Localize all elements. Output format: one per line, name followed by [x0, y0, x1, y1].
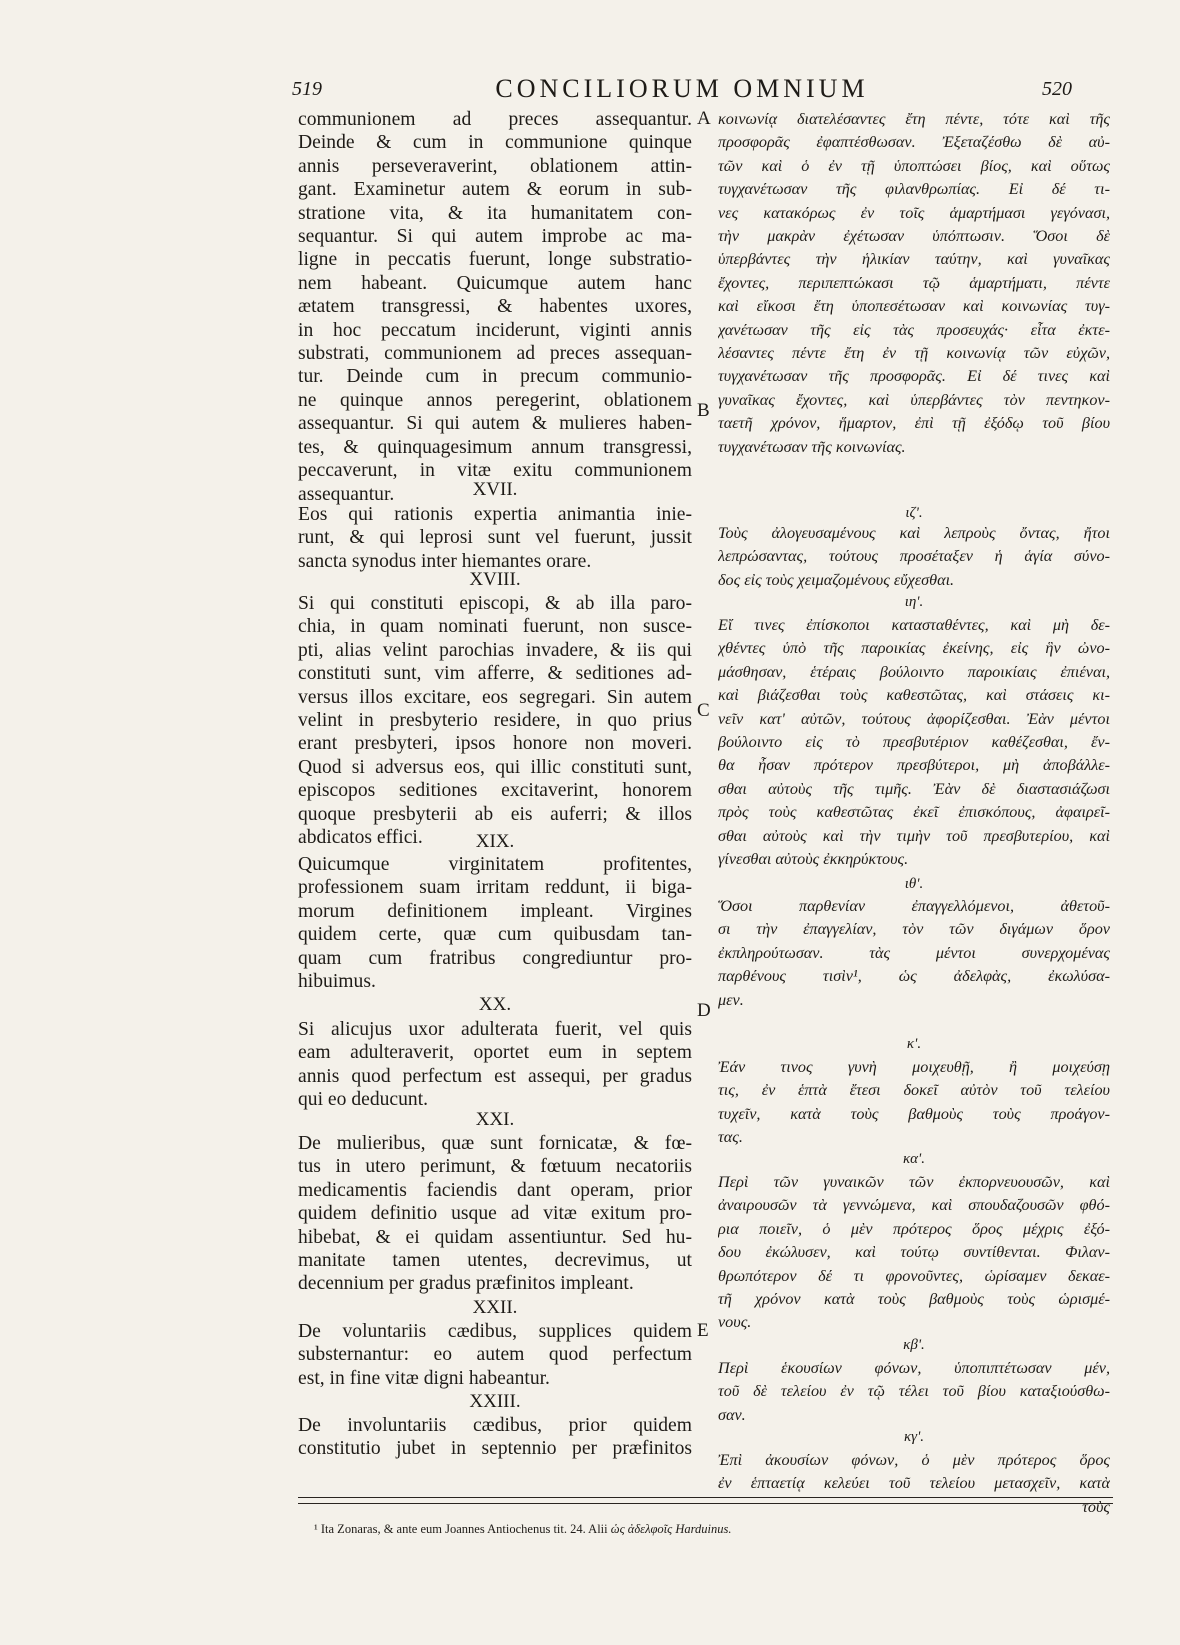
- text-line: runt, & qui leprosi sunt vel fuerunt, jussit: [298, 527, 692, 549]
- latin-canon-17-heading: XVII.: [472, 479, 518, 500]
- latin-canon-23: [298, 1414, 692, 1461]
- text-line: Deinde & cum in communione quinque: [298, 132, 692, 154]
- margin-letter-a: A: [697, 108, 711, 129]
- greek-canon-18-heading: ιη'.: [904, 594, 924, 610]
- text-line: Τοὺς ἀλογευσαμένους καὶ λεπροὺς ὄντας, ἤτοι: [718, 524, 1110, 542]
- text-line: constitutio jubet in septennio per præfinitos: [298, 1438, 692, 1460]
- text-line: τυγχανέτωσαν τῆς κοινωνίας.: [718, 437, 906, 456]
- text-line: νες κατακόρως ἐν τοῖς ἁμαρτήμασι γεγόνασι,: [718, 203, 1110, 222]
- latin-canon-22: [298, 1320, 692, 1390]
- text-line: νεῖν κατ' αὐτῶν, τούτους ἀφορίζεσθαι. Ἐὰν μέντοι: [718, 709, 1110, 728]
- greek-intro: [718, 108, 1110, 459]
- text-line: ταετῆ χρόνον, ἥμαρτον, ἐπὶ τῇ ἐξόδῳ τοῦ βίου: [718, 414, 1110, 433]
- text-line: μεν.: [718, 990, 744, 1009]
- latin-canon-21: [298, 1132, 692, 1296]
- greek-canon-17-heading: ιζ'.: [905, 505, 923, 521]
- text-line: προσφορᾶς ἐφαπτέσθωσαν. Ἐξεταζέσθω δὲ αὐ-: [718, 133, 1110, 152]
- text-line: constituti sunt, vim afferre, & seditiones ad-: [298, 663, 692, 685]
- text-line: Περὶ ἑκουσίων φόνων, ὑποπιπτέτωσαν μέν,: [718, 1359, 1110, 1377]
- latin-intro: [298, 108, 692, 506]
- footnote-rule: [298, 1497, 1113, 1498]
- text-line: assequantur. Si qui autem & mulieres haben-: [298, 413, 692, 435]
- text-line: ἐκπληρούτωσαν. τὰς μέντοι συνερχομένας: [718, 943, 1110, 962]
- greek-canon-23-heading: κγ'.: [903, 1429, 925, 1445]
- text-line: καὶ βιάζεσθαι τοὺς καθεστῶτας, καὶ στάσεις κι-: [718, 686, 1110, 705]
- text-line: ἀναιρουσῶν τὰ γεννώμενα, καὶ σπουδαζουσῶν φθό-: [718, 1196, 1110, 1215]
- text-line: σαν.: [718, 1405, 746, 1424]
- text-line: stratione vita, & ita humanitatem con-: [298, 202, 692, 224]
- text-line: τῆ χρόνον κατὰ τοὺς βαθμοὺς τοὺς ὡρισμέ-: [718, 1290, 1110, 1309]
- text-line: ligne in peccatis fuerunt, longe substratio-: [298, 249, 692, 271]
- running-header: [292, 74, 1072, 104]
- text-line: erant presbyteri, ipsos honore non moveri.: [298, 733, 692, 755]
- text-line: episcopos seditiones excitaverint, honorem: [298, 780, 692, 802]
- text-line: Ἐπὶ ἀκουσίων φόνων, ὁ μὲν πρότερος ὅρος: [718, 1451, 1110, 1469]
- text-line: ρια ποιεῖν, ὁ μὲν πρότερος ὅρος μέχρις ἐξό-: [718, 1219, 1110, 1238]
- greek-canon-20: [718, 1056, 1110, 1150]
- text-line: δος εἰς τοὺς χειμαζομένους εὔχεσθαι.: [718, 570, 955, 589]
- text-line: τῶν καὶ ὁ ἐν τῇ ὑποπτώσει βίος, καὶ οὕτως: [718, 156, 1110, 175]
- text-line: σι τὴν ἐπαγγελίαν, τὸν τῶν διγάμων ὅρον: [718, 920, 1110, 939]
- text-line: χθέντες ὑπὸ τῆς παροικίας ἐκείνης, εἰς ἣν ὠνο-: [718, 639, 1110, 658]
- text-line: πρὸς τοὺς καθεστῶτας ἐκεῖ ἐπισκόπους, ἀφαιρεῖ-: [718, 803, 1110, 822]
- margin-letter-e: E: [697, 1320, 709, 1341]
- footnote-latin: ¹ Ita Zonaras, & ante eum Joannes Antiochenus tit. 24. Alii: [314, 1522, 608, 1536]
- text-line: quidem definitio usque ad vitæ exitum pro-: [298, 1203, 692, 1225]
- greek-canon-19: [718, 895, 1110, 1012]
- running-title: CONCILIORUM OMNIUM: [495, 74, 869, 103]
- text-line: hibebat, & ei quidam assentiuntur. Sed hu-: [298, 1226, 692, 1248]
- text-line: gant. Examinetur autem & eorum in sub-: [298, 179, 692, 201]
- text-line: professionem suam irritam reddunt, ii biga-: [298, 877, 692, 899]
- text-line: Si alicujus uxor adulterata fuerit, vel quis: [298, 1019, 692, 1040]
- text-line: quidem certe, quæ cum quibusdam tan-: [298, 924, 692, 946]
- latin-canon-18-heading: XVIII.: [469, 569, 521, 590]
- text-line: morum definitionem impleant. Virgines: [298, 900, 692, 922]
- text-line: γυναῖκας ἔχοντες, καὶ ὑπερβάντες τὸν πεντηκον-: [718, 390, 1110, 409]
- footnote-rule-thin: [298, 1503, 1113, 1504]
- latin-canon-21-heading: XXI.: [475, 1109, 515, 1130]
- text-line: κοινωνίᾳ διατελέσαντες ἔτη πέντε, τότε καὶ τῆς: [718, 110, 1110, 128]
- latin-canon-17: [298, 503, 692, 573]
- text-line: Ἐάν τινος γυνὴ μοιχευθῇ, ἢ μοιχεύσῃ: [718, 1058, 1110, 1076]
- text-line: pti, alias velint parochias invadere, & iis qui: [298, 639, 692, 661]
- text-line: substernantur: eo autem quod perfectum: [298, 1344, 692, 1366]
- text-line: σθαι αὐτοὺς καὶ τὴν τιμὴν τοῦ πρεσβυτερίου, καὶ: [718, 826, 1110, 845]
- text-line: qui eo deducunt.: [298, 1089, 429, 1111]
- text-line: nem habeant. Quicumque autem hanc: [298, 272, 692, 294]
- text-line: βούλοιντο εἰς τὸ πρεσβυτέριον καθέζεσθαι, ἔν-: [718, 733, 1110, 752]
- footnote: [314, 1522, 731, 1537]
- text-line: tur. Deinde cum in precum communio-: [298, 366, 692, 388]
- text-line: eam adulteraverit, oportet eum in septem: [298, 1042, 692, 1064]
- text-line: τις, ἐν ἑπτὰ ἔτεσι δοκεῖ αὐτὸν τοῦ τελείου: [718, 1081, 1110, 1100]
- text-line: τυγχανέτωσαν τῆς φιλανθρωπίας. Εἰ δέ τι-: [718, 180, 1110, 199]
- greek-canon-20-heading: κ'.: [906, 1036, 922, 1052]
- text-line: λέσαντες πέντε ἔτη ἐν τῇ κοινωνίᾳ τῶν εὐχῶν,: [718, 344, 1110, 363]
- latin-canon-23-heading: XXIII.: [469, 1391, 521, 1412]
- footnote-author: Harduinus.: [675, 1522, 732, 1536]
- text-line: decennium per gradus præfinitos impleant.: [298, 1273, 634, 1295]
- margin-letter-d: D: [697, 1000, 711, 1021]
- text-line: θρωπότερον δέ τι φρονοῦντες, ὡρίσαμεν δεκαε-: [718, 1266, 1110, 1285]
- text-line: τυγχανέτωσαν τῆς προσφορᾶς. Εἰ δέ τινες καὶ: [718, 367, 1110, 386]
- text-line: in hoc peccatum inciderunt, viginti annis: [298, 319, 692, 341]
- margin-letter-c: C: [697, 700, 710, 721]
- text-line: substrati, communionem ad preces assequan-: [298, 343, 692, 365]
- text-line: Quicumque virginitatem profitentes,: [298, 854, 692, 875]
- greek-canon-17: [718, 522, 1110, 592]
- text-line: δου ἐκώλυσεν, καὶ τούτῳ συντίθενται. Φιλαν-: [718, 1243, 1110, 1262]
- text-line: versus illos excitare, eos segregari. Sin autem: [298, 686, 692, 708]
- text-line: est, in fine vitæ digni habeantur.: [298, 1367, 550, 1389]
- text-line: medicamentis faciendis dant operam, prior: [298, 1179, 692, 1201]
- text-line: Eos qui rationis expertia animantia inie-: [298, 504, 692, 525]
- text-line: De voluntariis cædibus, supplices quidem: [298, 1321, 692, 1342]
- text-line: hibuimus.: [298, 971, 376, 993]
- text-line: abdicatos effici.: [298, 827, 423, 849]
- text-line: tus in utero perimunt, & fœtuum necatoriis: [298, 1156, 692, 1178]
- text-line: quam cum fratribus congrediuntur pro-: [298, 947, 692, 969]
- text-line: peccaverunt, in vitæ exitu communionem: [298, 460, 692, 482]
- text-line: quoque presbyterii ab eis auferri; & illos: [298, 803, 692, 825]
- text-line: ne quinque annos peregerint, oblationem: [298, 389, 692, 411]
- text-line: σθαι αὐτοὺς τῆς τιμῆς. Ἐὰν δὲ διαστασιάζωσι: [718, 779, 1110, 798]
- latin-canon-19-heading: XIX.: [475, 831, 515, 852]
- text-line: γίνεσθαι αὐτοὺς ἐκκηρύκτους.: [718, 850, 909, 869]
- latin-canon-18: [298, 592, 692, 849]
- text-line: τὴν μακρὰν ἐχέτωσαν ὑπόπτωσιν. Ὅσοι δὲ: [718, 227, 1110, 246]
- text-line: Εἴ τινες ἐπίσκοποι κατασταθέντες, καὶ μὴ δε-: [718, 616, 1110, 634]
- text-line: τοὺς: [1082, 1497, 1110, 1516]
- text-line: θα ἦσαν πρότερον πρεσβύτεροι, μὴ ἀποβάλλε-: [718, 756, 1110, 775]
- text-line: Ὅσοι παρθενίαν ἐπαγγελλόμενοι, ἀθετοῦ-: [718, 897, 1110, 915]
- greek-canon-19-heading: ιθ'.: [904, 876, 924, 892]
- page-number-left: 519: [292, 78, 322, 100]
- greek-canon-21-heading: κα'.: [902, 1151, 926, 1167]
- text-line: Quod si adversus eos, qui illic constituti sunt,: [298, 756, 692, 778]
- text-line: Si qui constituti episcopi, & ab illa paro-: [298, 593, 692, 614]
- text-line: παρθένους τισὶν¹, ὡς ἀδελφὰς, ἐκωλύσα-: [718, 967, 1110, 986]
- latin-canon-22-heading: XXII.: [472, 1297, 518, 1318]
- page-number-right: 520: [1042, 78, 1072, 100]
- text-line: τυχεῖν, κατὰ τοὺς βαθμοὺς τοὺς προάγον-: [718, 1104, 1110, 1123]
- text-line: sancta synodus inter hiemantes orare.: [298, 550, 592, 572]
- margin-letter-b: B: [697, 400, 710, 421]
- text-line: annis quod perfectum est assequi, per gradus: [298, 1065, 692, 1087]
- text-line: ἐν ἑπταετίᾳ κελεύει τοῦ τελείου μετασχεῖν, κατὰ: [718, 1474, 1110, 1493]
- text-line: μάσθησαν, ἑτέραις βούλοιντο παροικίαις ἐπιέναι,: [718, 662, 1110, 681]
- text-line: χανέτωσαν τῆς εἰς τὰς προσευχάς· εἶτα ἐκτε-: [718, 320, 1110, 339]
- text-line: manitate tamen utentes, decrevimus, ut: [298, 1250, 692, 1272]
- text-line: chia, in quam nominati fuerunt, non susce-: [298, 616, 692, 638]
- text-line: velint in presbyterio residere, in quo prius: [298, 710, 692, 732]
- text-line: Περὶ τῶν γυναικῶν τῶν ἐκπορνευουσῶν, καὶ: [718, 1173, 1110, 1191]
- greek-canon-21: [718, 1171, 1110, 1335]
- text-line: De involuntariis cædibus, prior quidem: [298, 1415, 692, 1436]
- greek-canon-18: [718, 614, 1110, 871]
- footnote-greek: ὡς ἀδελφοῖς: [610, 1522, 673, 1536]
- text-line: ὑπερβάντες τὴν ἡλικίαν ταύτην, καὶ γυναῖκας: [718, 250, 1110, 269]
- text-line: tes, & quinquagesimum annum transgressi,: [298, 436, 692, 458]
- latin-canon-20: [298, 1018, 692, 1112]
- text-line: ætatem transgressi, & habentes uxores,: [298, 296, 692, 318]
- text-line: τας.: [718, 1128, 743, 1147]
- text-line: communionem ad preces assequantur.: [298, 109, 692, 130]
- greek-canon-23: [718, 1449, 1110, 1519]
- text-line: assequantur.: [298, 483, 395, 505]
- text-line: νους.: [718, 1313, 752, 1332]
- text-line: καὶ εἴκοσι ἔτη ὑποπεσέτωσαν καὶ κοινωνίας τυγ-: [718, 297, 1110, 316]
- text-line: De mulieribus, quæ sunt fornicatæ, & fœ-: [298, 1133, 692, 1154]
- text-line: λεπρώσαντας, τούτους προσέταξεν ἡ ἁγία σύνο-: [718, 547, 1110, 566]
- text-line: sequantur. Si qui autem improbe ac ma-: [298, 226, 692, 248]
- greek-canon-22: [718, 1357, 1110, 1427]
- text-line: τοῦ δὲ τελείου ἐν τῷ τέλει τοῦ βίου καταξιούσθω-: [718, 1382, 1110, 1401]
- text-line: annis perseveraverint, oblationem attin-: [298, 155, 692, 177]
- greek-canon-22-heading: κβ'.: [903, 1337, 925, 1353]
- text-line: ἔχοντες, περιπεπτώκασι τῷ ἁμαρτήματι, πέντε: [718, 273, 1110, 292]
- latin-canon-20-heading: XX.: [478, 994, 512, 1015]
- latin-canon-19: [298, 853, 692, 993]
